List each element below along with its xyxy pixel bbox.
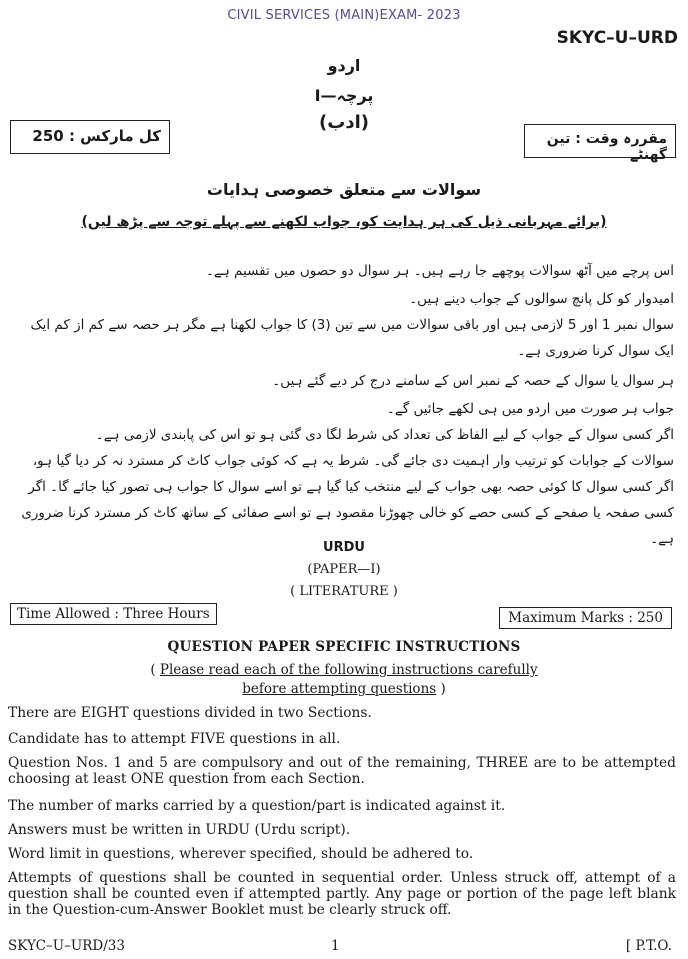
urdu-instruction-6: اگر کسی سوال کے جواب کے لیے الفاظ کی تعداد کی شرط لگا دی گئی ہو تو اس کی پابندی لازمی ہے۔ — [95, 427, 674, 443]
urdu-literature: (ادب) — [319, 112, 369, 133]
footer-code: SKYC–U–URD/33 — [8, 938, 125, 954]
urdu-instruction-2: امیدوار کو کل پانچ سوالوں کے جواب دینے ہیں۔ — [409, 291, 674, 307]
english-paper: (PAPER—I) — [307, 562, 381, 577]
paper-code: SKYC–U–URD — [556, 28, 678, 48]
urdu-instructions-title: سوالات سے متعلق خصوصی ہدایات — [206, 180, 482, 199]
urdu-instruction-7: سوالات کے جوابات کو ترتیب وار اہمیت دی جائے گی۔ شرط یہ ہے کہ کوئی جواب کاٹ کر مسترد نہ کر دیا گیا ہو، اگر کسی سوال کا کوئی حصہ بھی جواب کے لیے منتخب کیا گیا ہے تو اسے سوال کا جواب ہی تصور کیا جائے گا۔ اگر کسی صفحہ یا صفحے کے کسی حصے کو خالی چھوڑنا مقصود ہے تو اسے صفائی کے ساتھ کاٹ کر مسترد کرنا ضروری ہے۔ — [21, 453, 674, 547]
instructions-subtitle-line2: before attempting questions — [242, 681, 437, 697]
urdu-max-marks-box — [10, 120, 170, 154]
english-subject: URDU — [323, 540, 365, 555]
instruction-3: Question Nos. 1 and 5 are compulsory and out of the remaining, THREE are to be attempted choosing at least ONE question from each Section. — [8, 755, 676, 787]
urdu-instruction-3: سوال نمبر 1 اور 5 لازمی ہیں اور باقی سوالات میں سے تین (3) کا جواب لکھنا ہے مگر ہر حصہ سے کم از کم ایک ایک سوال کرنا ضروری ہے۔ — [30, 317, 674, 359]
pto-label: [ P.T.O. — [625, 938, 672, 954]
urdu-instruction-1: اس پرچے میں آٹھ سوالات پوچھے جا رہے ہیں۔ ہر سوال دو حصوں میں تقسیم ہے۔ — [206, 263, 674, 279]
instruction-2: Candidate has to attempt FIVE questions in all. — [8, 731, 341, 747]
instructions-subtitle-line1: Please read each of the following instructions carefully — [159, 662, 538, 678]
urdu-instruction-4: ہر سوال یا سوال کے حصہ کے نمبر اس کے سامنے درج کر دیے گئے ہیں۔ — [272, 373, 674, 389]
urdu-time-box — [524, 124, 676, 163]
urdu-time-allowed: مقررہ وقت : تین گھنٹے — [546, 131, 667, 163]
maximum-marks-box: Maximum Marks : 250 — [499, 607, 672, 629]
instruction-7: Attempts of questions shall be counted in sequential order. Unless struck off, attempt of a question shall be counted even if attempted partly. Any page or portion of the page left blank in the Question-cum-Answer Booklet must be clearly struck off. — [8, 870, 676, 918]
time-allowed-box: Time Allowed : Three Hours — [10, 603, 217, 625]
instructions-subtitle: ( Please read each of the following instructions carefully before attempting questions ) — [150, 662, 538, 697]
urdu-subject: اردو — [327, 56, 361, 75]
page-number: 1 — [331, 938, 340, 954]
instruction-4: The number of marks carried by a question/part is indicated against it. — [8, 798, 506, 814]
exam-title: CIVIL SERVICES (MAIN)EXAM- 2023 — [227, 8, 461, 23]
english-literature: ( LITERATURE ) — [290, 584, 398, 599]
urdu-paper: پرچہ—I — [314, 86, 374, 105]
instruction-1: There are EIGHT questions divided in two Sections. — [8, 705, 372, 721]
instruction-5: Answers must be written in URDU (Urdu script). — [8, 822, 351, 838]
urdu-instructions-subtitle: (برائے مہربانی ذیل کی ہر ہدایت کو، جواب لکھنے سے پہلے توجہ سے پڑھ لیں) — [81, 214, 607, 230]
urdu-instruction-5: جواب ہر صورت میں اردو میں ہی لکھے جائیں گے۔ — [386, 401, 674, 417]
instructions-title: QUESTION PAPER SPECIFIC INSTRUCTIONS — [167, 639, 521, 655]
urdu-max-marks: کل مارکس : 250 — [32, 127, 161, 145]
instruction-6: Word limit in questions, wherever specified, should be adhered to. — [8, 846, 474, 862]
